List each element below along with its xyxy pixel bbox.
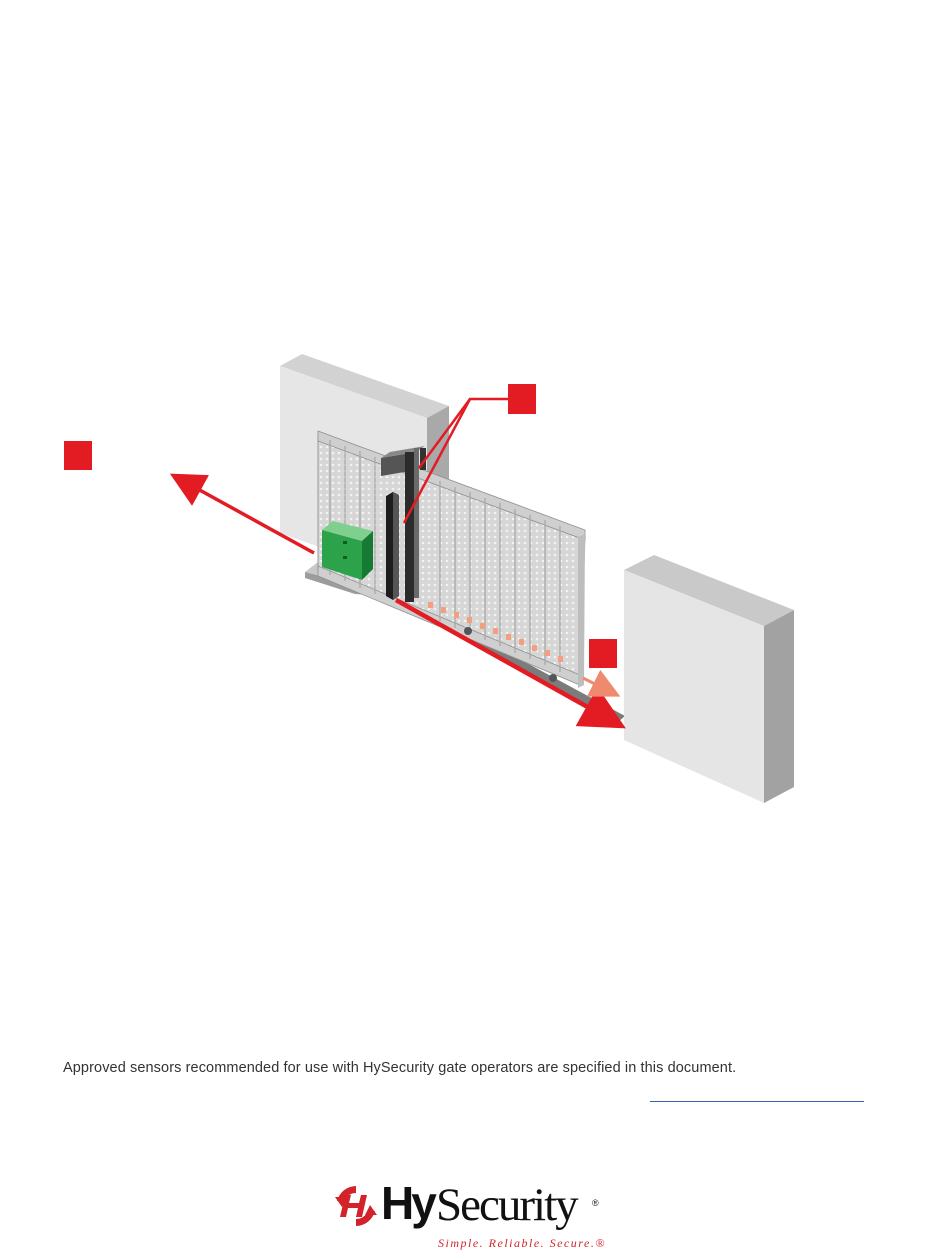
logo-registered-mark: ® (592, 1198, 599, 1208)
edge-arrow (583, 678, 615, 694)
logo-text-bold: Hy (381, 1177, 434, 1229)
link-underline[interactable] (650, 1101, 864, 1102)
logo-text-regular: Security (436, 1179, 577, 1231)
marker-square-3 (589, 639, 617, 668)
hysecurity-logo-icon (333, 1183, 379, 1229)
marker-square-2 (508, 384, 536, 414)
logo-tagline: Simple. Reliable. Secure.® (438, 1236, 606, 1250)
hysecurity-logo (333, 1177, 613, 1252)
sensor-post (386, 492, 399, 600)
body-paragraph: Approved sensors recommended for use with HySecurity gate operators are specified in this document. (63, 1060, 737, 1076)
right-wall (624, 555, 794, 803)
marker-square-1 (64, 441, 92, 470)
